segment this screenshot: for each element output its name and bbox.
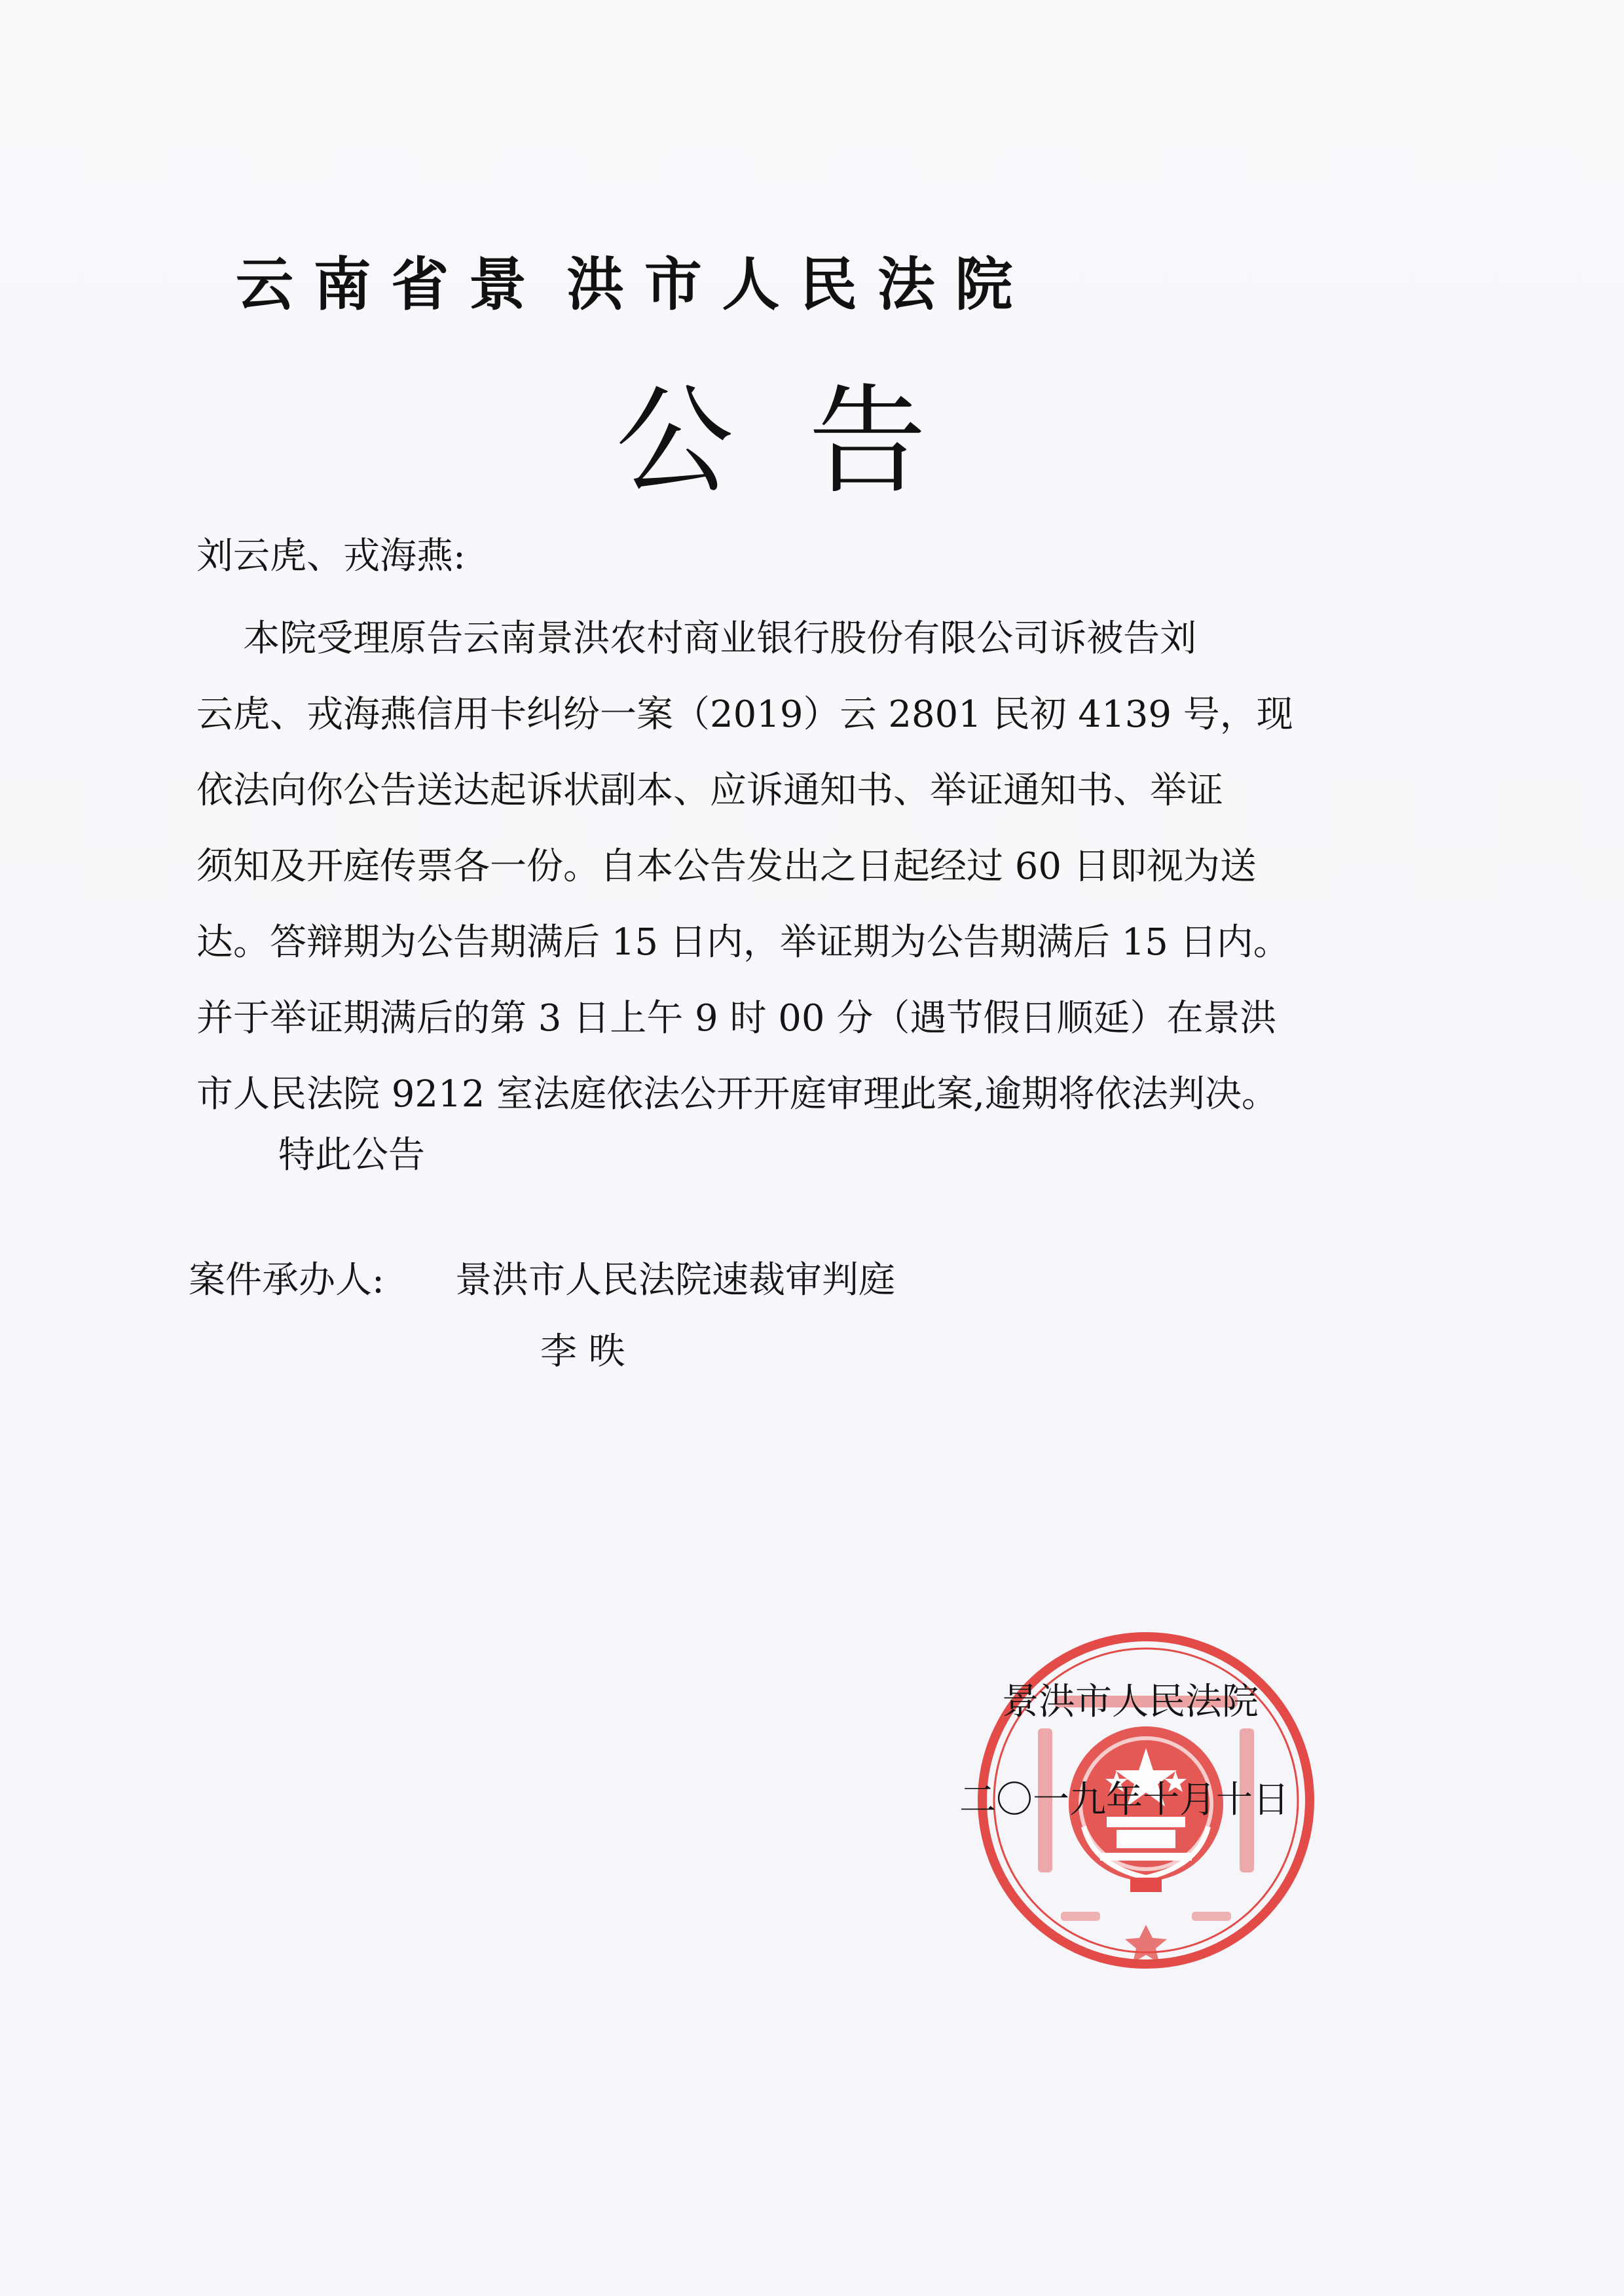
body-line: 须知及开庭传票各一份。自本公告发出之日起经过 60 日即视为送 [196,845,1257,888]
case-handler-person: 李 昳 [540,1330,625,1373]
signing-date: 二〇一九年十月十日 [959,1779,1289,1821]
closing-statement: 特此公告 [278,1134,425,1176]
body-line: 本院受理原告云南景洪农村商业银行股份有限公司诉被告刘 [196,617,1197,660]
court-name-heading: 云 南 省 景 洪 市 人 民 法 院 [236,251,1013,318]
body-line: 达。答辩期为公告期满后 15 日内，举证期为公告期满后 15 日内。 [196,921,1290,964]
signing-court-name: 景洪市人民法院 [1002,1681,1259,1723]
body-line: 市人民法院 9212 室法庭依法公开开庭审理此案,逾期将依法判决。 [196,1073,1278,1116]
case-handler-label: 案件承办人: [189,1259,384,1302]
addressee-line: 刘云虎、戎海燕: [196,535,466,577]
notice-title: 公 告 [616,373,927,510]
case-handler-department: 景洪市人民法院速裁审判庭 [455,1259,895,1302]
body-line: 并于举证期满后的第 3 日上午 9 时 00 分（遇节假日顺延）在景洪 [196,997,1277,1040]
body-line: 云虎、戎海燕信用卡纠纷一案（2019）云 2801 民初 4139 号，现 [196,693,1293,736]
body-line: 依法向你公告送达起诉状副本、应诉通知书、举证通知书、举证 [196,769,1223,812]
notice-body [196,601,1441,1133]
